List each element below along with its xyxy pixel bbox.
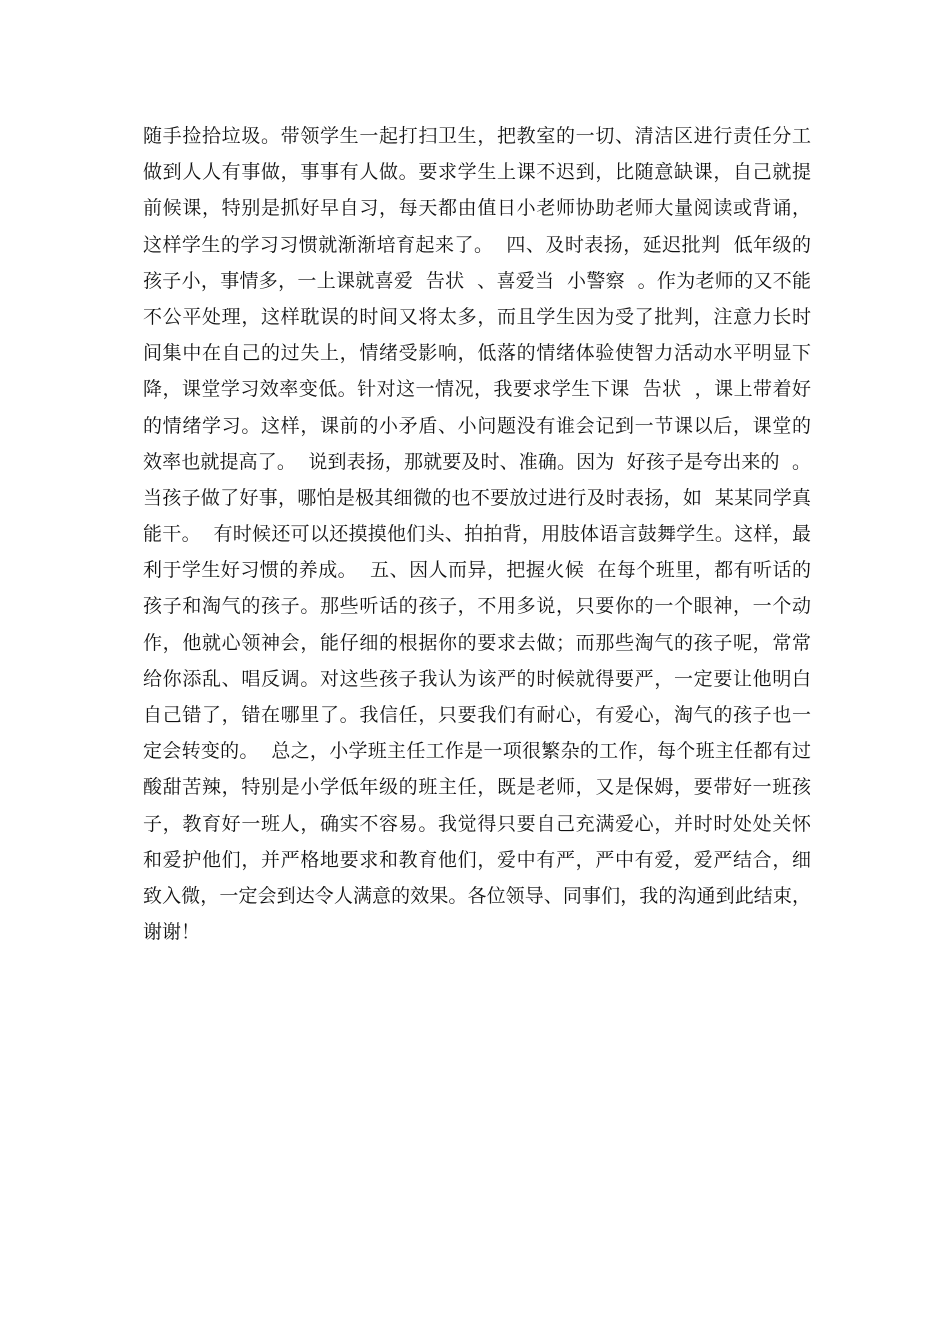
text-line: 和爱护他们，并严格地要求和教育他们，爱中有严，严中有爱，爱严结合，细 bbox=[143, 848, 811, 871]
text-line: 当孩子做了好事，哪怕是极其细微的也不要放过进行及时表扬，如 某某同学真 bbox=[143, 486, 811, 509]
text-line: 能干。 有时候还可以还摸摸他们头、拍拍背，用肢体语言鼓舞学生。这样，最 bbox=[143, 523, 811, 546]
text-line: 做到人人有事做，事事有人做。要求学生上课不迟到，比随意缺课，自己就提 bbox=[143, 161, 811, 184]
text-line: 孩子小，事情多，一上课就喜爱 告状 、喜爱当 小警察 。作为老师的又不能 bbox=[143, 269, 811, 292]
text-line: 效率也就提高了。 说到表扬，那就要及时、准确。因为 好孩子是夸出来的 。 bbox=[143, 450, 811, 473]
text-line: 间集中在自己的过失上，情绪受影响，低落的情绪体验使智力活动水平明显下 bbox=[143, 342, 811, 365]
text-line: 利于学生好习惯的养成。 五、因人而异，把握火候 在每个班里，都有听话的 bbox=[143, 559, 811, 582]
text-line: 子，教育好一班人，确实不容易。我觉得只要自己充满爱心，并时时处处关怀 bbox=[143, 812, 811, 835]
body-text bbox=[143, 118, 811, 950]
text-line: 的情绪学习。这样，课前的小矛盾、小问题没有谁会记到一节课以后，课堂的 bbox=[143, 414, 811, 437]
text-line: 孩子和淘气的孩子。那些听话的孩子，不用多说，只要你的一个眼神，一个动 bbox=[143, 595, 811, 618]
text-line: 酸甜苦辣，特别是小学低年级的班主任，既是老师，又是保姆，要带好一班孩 bbox=[143, 776, 811, 799]
text-line: 随手捡拾垃圾。带领学生一起打扫卫生，把教室的一切、清洁区进行责任分工 bbox=[143, 125, 811, 147]
text-line: 前候课，特别是抓好早自习，每天都由值日小老师协助老师大量阅读或背诵， bbox=[143, 197, 811, 220]
text-line: 定会转变的。 总之，小学班主任工作是一项很繁杂的工作，每个班主任都有过 bbox=[143, 740, 811, 763]
text-line: 给你添乱、唱反调。对这些孩子我认为该严的时候就得要严，一定要让他明白 bbox=[143, 667, 811, 690]
text-line: 致入微，一定会到达令人满意的效果。各位领导、同事们，我的沟通到此结束， bbox=[143, 884, 811, 907]
text-line: 这样学生的学习习惯就渐渐培育起来了。 四、及时表扬，延迟批判 低年级的 bbox=[143, 233, 811, 256]
text-line: 自己错了，错在哪里了。我信任，只要我们有耐心，有爱心，淘气的孩子也一 bbox=[143, 704, 811, 726]
text-line: 降，课堂学习效率变低。针对这一情况，我要求学生下课 告状 ，课上带着好 bbox=[143, 378, 811, 401]
text-line: 作，他就心领神会，能仔细的根据你的要求去做；而那些淘气的孩子呢，常常 bbox=[143, 631, 811, 654]
text-line-last: 谢谢！ bbox=[143, 921, 201, 944]
text-line: 不公平处理，这样耽误的时间又将太多，而且学生因为受了批判，注意力长时 bbox=[143, 305, 811, 328]
